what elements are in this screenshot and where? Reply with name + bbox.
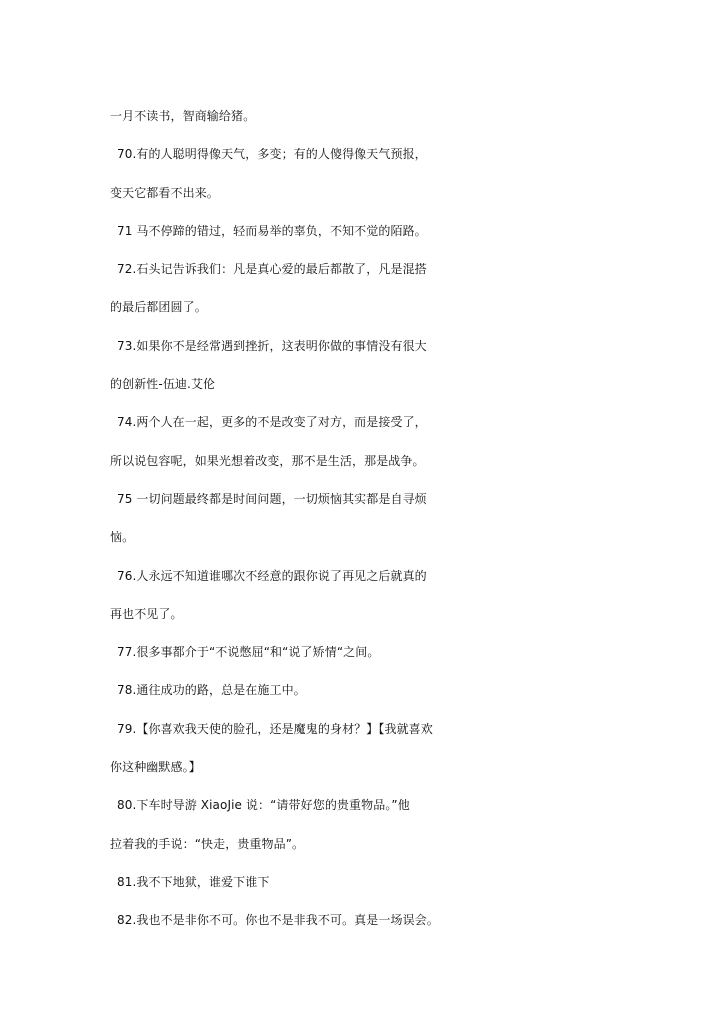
quote-73-line-2: 的创新性-伍迪.艾伦 [110,377,216,392]
quote-80-line-1: 80.下车时导游 XiaoJie 说：“请带好您的贵重物品。”他 [117,798,410,813]
quote-75-line-2: 恼。 [110,530,135,545]
quote-71-line-1: 71 马不停蹄的错过，轻而易举的辜负，不知不觉的陌路。 [117,223,427,238]
quote-76-line-1: 76.人永远不知道谁哪次不经意的跟你说了再见之后就真的 [117,568,427,583]
quote-76-line-2: 再也不见了。 [110,606,183,621]
quote-82-line-1: 82.我也不是非你不可。你也不是非我不可。真是一场误会。 [117,913,439,928]
quote-70-line-2: 变天它都看不出来。 [110,185,219,200]
quote-79-line-1: 79.【你喜欢我天使的脸孔，还是魔鬼的身材？】【我就喜欢 [117,721,433,736]
document-body [110,97,630,940]
quote-80-line-2: 拉着我的手说：“快走，贵重物品”。 [110,836,305,851]
quote-70-line-1: 70.有的人聪明得像天气，多变；有的人傻得像天气预报， [117,147,427,162]
quote-74-line-1: 74.两个人在一起，更多的不是改变了对方，而是接受了， [117,415,427,430]
quote-81-line-1: 81.我不下地狱，谁爱下谁下 [117,874,270,889]
quote-72-line-2: 的最后都团圆了。 [110,300,207,315]
quote-72-line-1: 72.石头记告诉我们：凡是真心爱的最后都散了，凡是混搭 [117,262,427,277]
quote-74-line-2: 所以说包容呢，如果光想着改变，那不是生活，那是战争。 [110,453,425,468]
quote-79-line-2: 你这种幽默感。】 [110,760,201,775]
quote-78-line-1: 78.通往成功的路，总是在施工中。 [117,683,306,698]
text-line-continuation: 一月不读书，智商输给猪。 [110,109,256,123]
quote-77-line-1: 77.很多事都介于“不说憋屈“和“说了矫情“之间。 [117,645,380,660]
quote-73-line-1: 73.如果你不是经常遇到挫折，这表明你做的事情没有很大 [117,338,427,353]
quote-75-line-1: 75 一切问题最终都是时间问题，一切烦恼其实都是自寻烦 [117,491,427,506]
